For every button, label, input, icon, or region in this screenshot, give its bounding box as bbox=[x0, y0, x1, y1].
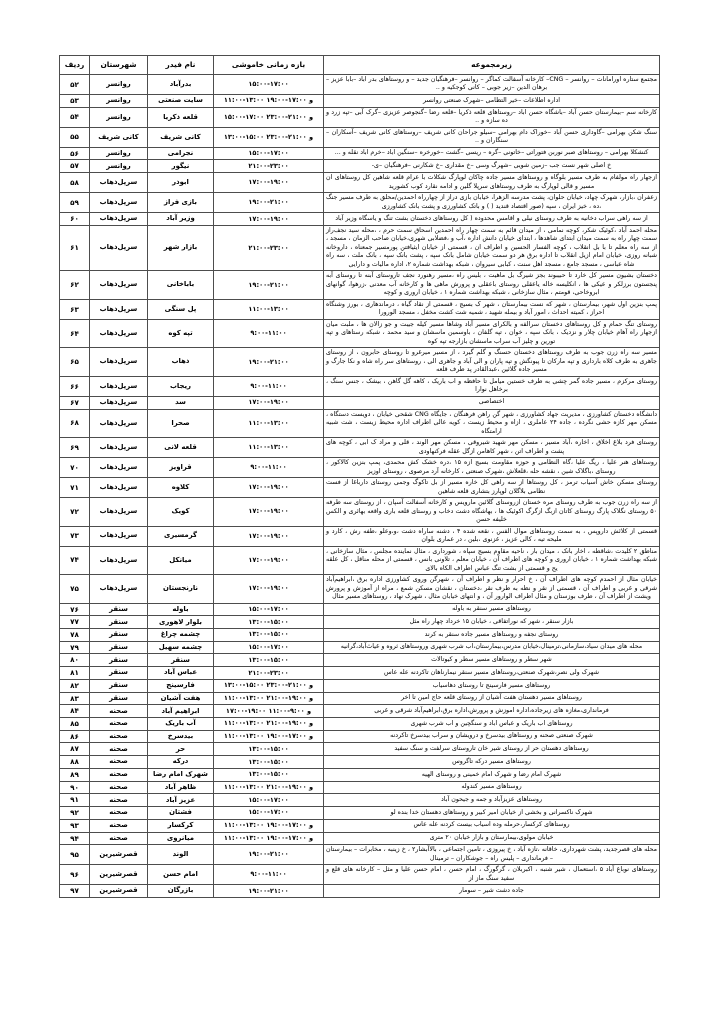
cell-subset: روستاهای عزیزآباد و جمه و جیحون آباد bbox=[324, 794, 660, 807]
cell-time-range: ۱۱:۰۰-۱۳:۰۰ و ۱۷:۰۰-۱۹:۰۰ bbox=[214, 819, 324, 832]
cell-row-no: ۶۵ bbox=[60, 348, 90, 377]
cell-time-range: ۱۳:۰۰-۱۵:۰۰ و ۲۱:۰۰-۲۳:۰۰ bbox=[214, 127, 324, 147]
cell-row-no: ۸۰ bbox=[60, 654, 90, 667]
cell-subset: روستای تنگ حمام و کل روستاهای دخستان سرالفه و بالکرای مسیر آباد وشاها مسیر کیله جیبت و جو زالان ها ، ملبت میان ازجهار راه آهام خیابان چلار و نزدیک ، بانک سپه ، خوان ، تپه گلفان ، باوسمین ماسشان و سید محمد ، شبکه رستاهای و تپه تورین و چلیز آب سراب ماسشان بازارجه تپه کوه bbox=[324, 319, 660, 348]
cell-subset: روستای مرکزم ، مسیر جاده گمر چشی به طرف خستین میامل تا حافظه و اب باریک ، کاهه گل گاهن ، بیشک ، جنس سنگ ، برخاهل نوارا bbox=[324, 376, 660, 396]
cell-subset: روستاهای دهستان حر از روستای شیر خان تاروستای سرلفت و سنگ سفید bbox=[324, 743, 660, 756]
table-row bbox=[60, 865, 660, 885]
cell-feeder: پل سنگی bbox=[148, 299, 214, 319]
cell-row-no: ۵۷ bbox=[60, 160, 90, 173]
cell-feeder: بازی فراز bbox=[148, 193, 214, 213]
table-row bbox=[60, 832, 660, 845]
cell-county: سنقر bbox=[90, 654, 148, 667]
table-row bbox=[60, 147, 660, 160]
cell-county: سرپل‌ذهاب bbox=[90, 319, 148, 348]
cell-subset: شهرک ولی نصر،شهرک صنعتی،روستاهای مسیر سنقر نیمارناهان تاکردنه عله عاس bbox=[324, 667, 660, 680]
table-row bbox=[60, 629, 660, 642]
cell-feeder: بلوار لاهوری bbox=[148, 616, 214, 629]
cell-time-range: ۹:۰۰-۱۱:۰۰ bbox=[214, 319, 324, 348]
cell-feeder: بدرآباد bbox=[148, 74, 214, 94]
cell-feeder: شهرک امام رضا bbox=[148, 768, 214, 781]
cell-row-no: ۸۷ bbox=[60, 743, 90, 756]
table-row bbox=[60, 705, 660, 718]
cell-row-no: ۷۹ bbox=[60, 641, 90, 654]
cell-county: سرپل‌ذهاب bbox=[90, 396, 148, 409]
cell-subset: روستاهای اب باریک و عباس اباد و سنگچین و اب شرب شهری bbox=[324, 718, 660, 731]
table-row bbox=[60, 845, 660, 865]
table-row bbox=[60, 409, 660, 438]
cell-subset: فرمانداری،مغازه های زیرجاده،اداره اموزش و پرورش،اداره برق،ابراهیم‌آباد شرقی و غربی bbox=[324, 705, 660, 718]
cell-county: صحنه bbox=[90, 718, 148, 731]
table-row bbox=[60, 478, 660, 498]
cell-row-no: ۷۲ bbox=[60, 498, 90, 527]
table-row bbox=[60, 458, 660, 478]
cell-subset: روستاهای کرکسار،حرمله وده اسیاب بیست کردنه عله عاس bbox=[324, 819, 660, 832]
cell-time-range: ۱۱:۰۰-۱۳:۰۰ و ۱۹:۰۰-۲۱:۰۰ bbox=[214, 692, 324, 705]
table-row bbox=[60, 94, 660, 107]
cell-subset: شهرک صنعتی صحنه و روستاهای بیدسرخ و درویشان و سراب بیدسرخ تاکردنه bbox=[324, 730, 660, 743]
cell-county: سنقر bbox=[90, 679, 148, 692]
table-header bbox=[60, 56, 660, 75]
cell-subset: از سه راهی سراب دخانیه به طرف روستای نیلی و اقامس محدوده ( کل روستاهای دخستان بشت تنگ و یاسگاه وزیر آباد bbox=[324, 213, 660, 226]
cell-feeder: میانکل bbox=[148, 546, 214, 575]
cell-feeder: قلعه لانی bbox=[148, 438, 214, 458]
table-row bbox=[60, 74, 660, 94]
cell-time-range: ۱۹:۰۰-۲۱:۰۰ bbox=[214, 845, 324, 865]
cell-feeder: هفت آشیان bbox=[148, 692, 214, 705]
cell-subset: پمپ بنزین اول شهر، بیمارستان ، شهر که نست بیمارستان ، شهر ک بسیج ، قسمتی از نقاد گیاه ، درماندهاری ، بورز وشنگاه احراز ، کمیته احداث ، امور آباد و بیمله شهید ، شمیه شت کشت مخفل ، مسجد الورورا bbox=[324, 299, 660, 319]
cell-time-range: ۱۱:۰۰-۱۳:۰۰ و ۱۷:۰۰-۱۹:۰۰ bbox=[214, 832, 324, 845]
cell-row-no: ۸۸ bbox=[60, 756, 90, 769]
table-row bbox=[60, 526, 660, 546]
cell-time-range: ۱۷:۰۰-۱۹:۰۰ bbox=[214, 526, 324, 546]
table-row bbox=[60, 107, 660, 127]
cell-feeder: الوند bbox=[148, 845, 214, 865]
cell-time-range: ۱۵:۰۰-۱۷:۰۰ bbox=[214, 147, 324, 160]
cell-time-range: ۲۱:۰۰-۲۳:۰۰ bbox=[214, 160, 324, 173]
cell-time-range: ۱۱:۰۰-۱۳:۰۰ bbox=[214, 409, 324, 438]
cell-county: قصرشیرین bbox=[90, 885, 148, 898]
cell-time-range: ۱۵:۰۰-۱۷:۰۰ bbox=[214, 74, 324, 94]
cell-feeder: امام حسن bbox=[148, 865, 214, 885]
cell-subset: سنگ شکن بهرامی –گاوداری حسن آباد –خوراک دام بهرامی –سیلو جراحان کانی شریف –روستاهای کانی شریف –آسکاران –سنگاران و .. bbox=[324, 127, 660, 147]
cell-subset: مجتمع ستاره اورامانات – روانسر – CNG– کارخانه آسفالت کماگر – روانسر –فرهنگیان جدید – و روستاهای بدر اباد –بابا عزیز –برهان الدین –زیر جوبی – کانی کوجکیه و .. bbox=[324, 74, 660, 94]
cell-row-no: ۹۰ bbox=[60, 781, 90, 794]
cell-time-range: ۱۳:۰۰-۱۵:۰۰ bbox=[214, 768, 324, 781]
cell-county: صحنه bbox=[90, 768, 148, 781]
cell-time-range: ۱۱:۰۰-۱۳:۰۰ bbox=[214, 299, 324, 319]
table-row bbox=[60, 730, 660, 743]
cell-row-no: ۵۳ bbox=[60, 94, 90, 107]
cell-subset: کنشکلا بهرامی – روستاهای صبر نوربن فتوراتی –خاتونی –گره – ریسی –گشت –خورخره –سنگین اباد –خرم اباد نقله و ... bbox=[324, 147, 660, 160]
cell-feeder: نجرامی bbox=[148, 147, 214, 160]
cell-county: صحنه bbox=[90, 756, 148, 769]
cell-county: صحنه bbox=[90, 705, 148, 718]
cell-time-range: ۱۷:۰۰-۱۹:۰۰ و ۹:۰۰-۱۱:۰۰ bbox=[214, 705, 324, 718]
cell-subset: دخستان بشیون مسیر کل خارد تا حبیبوند بجز شیرگ بل ماهیت ، بلیس راه ،مسیر رهنورد نجف تاروستای آبنه تا روستای آبه پنجستون برزلکر و عیکی ها ، انکلیسه خاله یاعقلی روستای باعقلی و پرورش ماهی ها و کارخانه آب معدنی ،زرهوا، گوانهای ابروخاحی، قومتم ، مثال سازخانی ، شبکه بهداشت شماره ۱ ، خیابان اروری و کوچه bbox=[324, 271, 660, 300]
cell-time-range: ۱۷:۰۰-۱۹:۰۰ bbox=[214, 546, 324, 575]
cell-row-no: ۷۸ bbox=[60, 629, 90, 642]
cell-time-range: ۹:۰۰-۱۱:۰۰ bbox=[214, 376, 324, 396]
cell-county: سرپل‌ذهاب bbox=[90, 213, 148, 226]
cell-time-range: ۱۹:۰۰-۲۱:۰۰ bbox=[214, 348, 324, 377]
table-row bbox=[60, 173, 660, 193]
cell-feeder: حر bbox=[148, 743, 214, 756]
cell-row-no: ۶۹ bbox=[60, 438, 90, 458]
table-row bbox=[60, 807, 660, 820]
column-header-subset: زیرمجموعه bbox=[324, 56, 660, 75]
cell-row-no: ۹۱ bbox=[60, 794, 90, 807]
cell-county: سرپل‌ذهاب bbox=[90, 546, 148, 575]
cell-subset: محله های میدان سیاد،سازمانی،ترمینال،خیابان مدرس،بیمارستان،اب شرب شهری وروستاهای ثروه و غیاث‌آباد،گرانیه bbox=[324, 641, 660, 654]
cell-time-range: ۱۵:۰۰-۱۷:۰۰ bbox=[214, 603, 324, 616]
cell-feeder: کویک bbox=[148, 498, 214, 527]
cell-subset: شهرک امام رضا و شهرک امام خمینی و روستای الهیه bbox=[324, 768, 660, 781]
cell-row-no: ۹۷ bbox=[60, 885, 90, 898]
cell-subset: شهر سطر و روستاهای مسیر سطر و کیوتالات bbox=[324, 654, 660, 667]
cell-row-no: ۶۶ bbox=[60, 376, 90, 396]
cell-county: سرپل‌ذهاب bbox=[90, 409, 148, 438]
cell-time-range: ۱۷:۰۰-۱۹:۰۰ bbox=[214, 478, 324, 498]
cell-row-no: ۸۶ bbox=[60, 730, 90, 743]
column-header-row-no: ردیف bbox=[60, 56, 90, 75]
cell-county: کانی شریف bbox=[90, 127, 148, 147]
cell-time-range: ۱۹:۰۰-۲۱:۰۰ bbox=[214, 271, 324, 300]
cell-subset: کارخانه سم –بیمارستان حسن آباد –باشگاه حسن اباد –روستاهای قلعه ذکریا –قلعه رضا –گنجوصر عزیزی –گرک آبی –تپه زرد و ده سازه و .. bbox=[324, 107, 660, 127]
cell-county: سرپل‌ذهاب bbox=[90, 348, 148, 377]
cell-time-range: ۱۱:۰۰-۱۳:۰۰ و ۱۷:۰۰-۱۹:۰۰ bbox=[214, 730, 324, 743]
cell-time-range: ۱۱:۰۰-۱۳:۰۰ و ۱۹:۰۰-۲۱:۰۰ bbox=[214, 781, 324, 794]
cell-subset: محله های قصرجدید، پشت شهرداری، خاقانه ،تازه آباد ، خ پیروزی ، تامین اجتماعی ، بالاآبشار۲ ، خ زینبه ، مخابرات – بیمارستان – فرمانداری – پلیس راه – جوشکاران – ترمینال bbox=[324, 845, 660, 865]
cell-row-no: ۹۵ bbox=[60, 845, 90, 865]
cell-county: سرپل‌ذهاب bbox=[90, 225, 148, 271]
cell-time-range: ۱۱:۰۰-۱۳:۰۰ و ۱۹:۰۰-۲۱:۰۰ bbox=[214, 718, 324, 731]
cell-feeder: نیگور bbox=[148, 160, 214, 173]
table-row bbox=[60, 193, 660, 213]
table-row bbox=[60, 299, 660, 319]
cell-time-range: ۱۵:۰۰-۱۷:۰۰ bbox=[214, 641, 324, 654]
cell-feeder: وزیر آباد bbox=[148, 213, 214, 226]
cell-time-range: ۱۷:۰۰-۱۹:۰۰ bbox=[214, 213, 324, 226]
table-row bbox=[60, 768, 660, 781]
cell-county: قصرشیرین bbox=[90, 865, 148, 885]
cell-row-no: ۷۰ bbox=[60, 458, 90, 478]
cell-county: سنقر bbox=[90, 692, 148, 705]
cell-subset: شهرک ناکسرانی و بخشی از خیابان امیر کبیر و روستاهای دهستان خدا بنده لو bbox=[324, 807, 660, 820]
table-row bbox=[60, 718, 660, 731]
cell-subset: روستای فرد بلاغ اخلاق ، اخاره ،آباد مسیر ، مسکن مهر شهید شیروقی ، مسکن مهر الوند ، قلی و مراد ک ابی ، کوچه های پشت و اطراف اتن ، شهر کاهامن ازگل عقله فرکنهاودی bbox=[324, 438, 660, 458]
table-row bbox=[60, 498, 660, 527]
cell-feeder: کرکسار bbox=[148, 819, 214, 832]
cell-county: سرپل‌ذهاب bbox=[90, 575, 148, 604]
table-header-row bbox=[60, 56, 660, 75]
table-row bbox=[60, 546, 660, 575]
cell-feeder: ابراهیم آباد bbox=[148, 705, 214, 718]
table-row bbox=[60, 213, 660, 226]
cell-feeder: فارسینج bbox=[148, 679, 214, 692]
table-row bbox=[60, 127, 660, 147]
cell-time-range: ۹:۰۰-۱۱:۰۰ bbox=[214, 865, 324, 885]
cell-time-range: ۱۹:۰۰-۲۱:۰۰ bbox=[214, 193, 324, 213]
cell-county: سنقر bbox=[90, 629, 148, 642]
cell-time-range: ۱۷:۰۰-۱۹:۰۰ bbox=[214, 173, 324, 193]
cell-subset: روستاهای مسیر کندوله bbox=[324, 781, 660, 794]
cell-county: روانسر bbox=[90, 160, 148, 173]
table-row bbox=[60, 319, 660, 348]
cell-subset: مناطق ۲ کلیدت ،شاقطه ، اخار بانک ، میدان بار ، ناحیه مقاوم بسیج سپاه ، شورداری ، مثال نماینده مجلس ، مثال سازخانی ، شبکه بهداشت شماره ۱ ، خیابان اروری و کوچه های اطراف آن ، خیابان معلم ، تلاونی بانس ، قسمتی از محله مناقل ، کل علقه یح و قسمتی از بشت تنگ عباس اطراف الکاه بالای bbox=[324, 546, 660, 575]
column-header-time-range: بازه زمانی خاموشی bbox=[214, 56, 324, 75]
cell-subset: محله احمد آباد ،کوئیک شکر، کوچه نمامی ، از میدان قائم به سمت چهار راه احمدین اسحاق سمت حرم ، ،محله سید نجف‌راز سمت چهار راه به سمت میدان ابتدای شاهدها ، ابتدای خیابان دانش اداره ،آب و ،فضلابی شهری،خیابان صاحب الزمان ، مسجد ، از سه راه معلم تا با بل انقلاب ، کوچه الفسار الحسین و اطراف ان ، قسمتی از خیابان ایثیافتن پورمسیر جمعناه ، داروخانه شبانه روزی، خیابان امام ازیل انقلاب تا اداره برق هر دو سمت خیابان شامل بانک سپه ، پشت بانک سپه ، بانک ملت ، سه راه شاه عباسی ، مسجد جامع ، مسجد اهل سنت ، کبابی سیروان ، شبکه بهداشت شماره ۲، اداره مالیات و دارایی bbox=[324, 225, 660, 271]
cell-time-range: ۱۷:۰۰-۱۹:۰۰ bbox=[214, 498, 324, 527]
cell-county: قصرشیرین bbox=[90, 845, 148, 865]
column-header-county: شهرستان bbox=[90, 56, 148, 75]
table-row bbox=[60, 743, 660, 756]
cell-county: روانسر bbox=[90, 94, 148, 107]
cell-row-no: ۵۸ bbox=[60, 173, 90, 193]
cell-feeder: چشمه چراغ bbox=[148, 629, 214, 642]
cell-subset: روستاهای هنر علیا ، ریگ علیا ،گاه النظامی و حوزه مقاومت بسیج ازه ۱۵ ،دره خشک کش محمدی، پمپ بنزین کالاکور ، روستای ،باگلاک شین ، نقشه حله ،قلعلاش ،شهرک صنعتی ، کارخانه آرد مرصوی ، روستای اوزیز bbox=[324, 458, 660, 478]
cell-feeder: تپه کوه bbox=[148, 319, 214, 348]
cell-time-range: ۱۳:۰۰-۱۵:۰۰ bbox=[214, 743, 324, 756]
cell-feeder: چشمه سهیل bbox=[148, 641, 214, 654]
cell-time-range: ۱۱:۰۰-۱۳:۰۰ bbox=[214, 438, 324, 458]
cell-row-no: ۷۶ bbox=[60, 603, 90, 616]
cell-time-range: ۲۱:۰۰-۲۳:۰۰ bbox=[214, 667, 324, 680]
outage-schedule-table bbox=[59, 55, 660, 898]
cell-subset: قسمتی از کلائش داروپس ، به سمت روستاهای موال الفس ، نقعه شده ۴ ، دشنه ساراه دشت ،و،وعلو ،طفه رش ، کارد و ملیحه تیه ، کالی عزیز ، غزنوی ،بلین ، در عماری بلوان bbox=[324, 526, 660, 546]
cell-county: صحنه bbox=[90, 832, 148, 845]
cell-feeder: بازار شهر bbox=[148, 225, 214, 271]
cell-county: صحنه bbox=[90, 794, 148, 807]
cell-feeder: ظاهر آباد bbox=[148, 781, 214, 794]
cell-subset: روستای مسکن خاش آسیاب ترمز ، کل روستاها از سه راهی کل خاره مسیر از بل تاکوگ وجمی روستای دارباغا از فست نظامی بلاگلان لوپارز بتشاری قلعه شاهین bbox=[324, 478, 660, 498]
cell-time-range: ۱۳:۰۰-۱۵:۰۰ bbox=[214, 616, 324, 629]
table-row bbox=[60, 271, 660, 300]
column-header-feeder: نام فیدر bbox=[148, 56, 214, 75]
cell-time-range: ۲۱:۰۰-۲۳:۰۰ bbox=[214, 225, 324, 271]
cell-county: سنقر bbox=[90, 603, 148, 616]
table-row bbox=[60, 692, 660, 705]
cell-feeder: سایت صنعتی bbox=[148, 94, 214, 107]
cell-time-range: ۱۵:۰۰-۱۷:۰۰ bbox=[214, 794, 324, 807]
cell-county: سرپل‌ذهاب bbox=[90, 173, 148, 193]
cell-county: سرپل‌ذهاب bbox=[90, 498, 148, 527]
table-row bbox=[60, 616, 660, 629]
cell-subset: دانشگاه دخستان کشاورزی ، مدیریت جهاد کشاورزی ، شهر گن راهن فرهنگان ، جایگاه CNG شقحی خیابان ، دویست دستگاه ، مسکن مهر کازه حشی نگرده ، جاده ۲۴ عاملری ، ازاه و محیط زیست ، کویه عالی اطراف اداره محیط زیست ، شت شبیه ارامتگاه bbox=[324, 409, 660, 438]
cell-feeder: نارنجستان bbox=[148, 575, 214, 604]
table-row bbox=[60, 756, 660, 769]
table-row bbox=[60, 396, 660, 409]
cell-feeder: میانروی bbox=[148, 832, 214, 845]
cell-county: صحنه bbox=[90, 730, 148, 743]
cell-feeder: فشتان bbox=[148, 807, 214, 820]
cell-row-no: ۵۵ bbox=[60, 127, 90, 147]
cell-feeder: بیدسرخ bbox=[148, 730, 214, 743]
cell-time-range: ۱۵:۰۰-۱۷:۰۰ و ۲۱:۰۰-۲۳:۰۰ bbox=[214, 107, 324, 127]
cell-county: سنقر bbox=[90, 641, 148, 654]
cell-row-no: ۶۳ bbox=[60, 299, 90, 319]
cell-county: روانسر bbox=[90, 74, 148, 94]
cell-row-no: ۷۴ bbox=[60, 546, 90, 575]
cell-county: سنقر bbox=[90, 667, 148, 680]
cell-row-no: ۵۲ bbox=[60, 74, 90, 94]
cell-subset: روستاهای مسیر دهستان هفت آشیان از روستای قلعه حاج امین تا اخر bbox=[324, 692, 660, 705]
cell-row-no: ۷۳ bbox=[60, 526, 90, 546]
cell-feeder: کلاوه bbox=[148, 478, 214, 498]
cell-feeder: آب باریک bbox=[148, 718, 214, 731]
cell-feeder: کانی شریف bbox=[148, 127, 214, 147]
cell-row-no: ۹۲ bbox=[60, 807, 90, 820]
table-row bbox=[60, 575, 660, 604]
cell-feeder: ریجاب bbox=[148, 376, 214, 396]
cell-row-no: ۸۳ bbox=[60, 692, 90, 705]
cell-feeder: سنقر bbox=[148, 654, 214, 667]
cell-feeder: قراویز bbox=[148, 458, 214, 478]
cell-subset: بازار سنقر ، شهر که نوراتفاقی ، خیابان ۱۵ خرداد چهار راه مثل bbox=[324, 616, 660, 629]
cell-county: روانسر bbox=[90, 107, 148, 127]
cell-time-range: ۹:۰۰-۱۱:۰۰ bbox=[214, 458, 324, 478]
table-row bbox=[60, 603, 660, 616]
table-row bbox=[60, 438, 660, 458]
cell-feeder: گرمسیری bbox=[148, 526, 214, 546]
cell-row-no: ۷۵ bbox=[60, 575, 90, 604]
cell-subset: زعفران ،بازار، شهرک چهاد، خیابان حلوان، پشت مدرسه الزهرا، خیابان بازی دراز از چهارراه احمدین/محلق به طرف مسیر جنگ ،ده ، خیز ایران ، سپه (صور اقتصاد قندید ( ) و باتک کشاورزی و پشت بانک کشاورزی bbox=[324, 193, 660, 213]
cell-time-range: ۱۳:۰۰-۱۵:۰۰ و ۲۱:۰۰-۲۳:۰۰ bbox=[214, 679, 324, 692]
cell-subset: روستاهای مسیر درکه تاگروس bbox=[324, 756, 660, 769]
cell-row-no: ۶۰ bbox=[60, 213, 90, 226]
cell-row-no: ۵۹ bbox=[60, 193, 90, 213]
cell-county: صحنه bbox=[90, 819, 148, 832]
cell-county: سرپل‌ذهاب bbox=[90, 376, 148, 396]
cell-county: سرپل‌ذهاب bbox=[90, 271, 148, 300]
cell-county: صحنه bbox=[90, 743, 148, 756]
cell-feeder: ذهاب bbox=[148, 348, 214, 377]
table-row bbox=[60, 376, 660, 396]
table-row bbox=[60, 819, 660, 832]
cell-time-range: ۱۳:۰۰-۱۵:۰۰ bbox=[214, 654, 324, 667]
cell-county: سرپل‌ذهاب bbox=[90, 526, 148, 546]
cell-subset: از سه راه زرن جوب به طرف روستای مره خستان ازروستای گلائین مارویس و کارخانه آسفالت آسپان ، از روستای سه طرفه ۵۰ روستای نگلاک پارگ روستای کاتان ازبگ ازگرگ اکوئیک ها ، بهاشگاه دشت دخاب و روستای قلعه باری واقعه بهائری و الکس خلیفه حسن bbox=[324, 498, 660, 527]
cell-county: سرپل‌ذهاب bbox=[90, 193, 148, 213]
cell-row-no: ۶۸ bbox=[60, 409, 90, 438]
cell-row-no: ۸۹ bbox=[60, 768, 90, 781]
cell-subset: اداره اطلاعات –خیر التظامی –شهرک صنعتی روانسر bbox=[324, 94, 660, 107]
cell-feeder: باوله bbox=[148, 603, 214, 616]
cell-feeder: باباخانی bbox=[148, 271, 214, 300]
cell-row-no: ۶۷ bbox=[60, 396, 90, 409]
table-row bbox=[60, 794, 660, 807]
cell-row-no: ۸۲ bbox=[60, 679, 90, 692]
cell-subset: روستای نجفه و روستاهای مسیر جاده سنقر به کرند bbox=[324, 629, 660, 642]
cell-county: سنقر bbox=[90, 616, 148, 629]
cell-row-no: ۹۳ bbox=[60, 819, 90, 832]
table-row bbox=[60, 160, 660, 173]
cell-feeder: قلعه ذکریا bbox=[148, 107, 214, 127]
cell-county: صحنه bbox=[90, 807, 148, 820]
cell-subset: جاده دشت شیر – سومار bbox=[324, 885, 660, 898]
cell-feeder: بازرگان bbox=[148, 885, 214, 898]
table-row bbox=[60, 781, 660, 794]
cell-row-no: ۵۴ bbox=[60, 107, 90, 127]
cell-time-range: ۱۳:۰۰-۱۵:۰۰ bbox=[214, 756, 324, 769]
table-row bbox=[60, 679, 660, 692]
table-row bbox=[60, 885, 660, 898]
cell-row-no: ۵۶ bbox=[60, 147, 90, 160]
cell-row-no: ۸۱ bbox=[60, 667, 90, 680]
cell-feeder: عباس آباد bbox=[148, 667, 214, 680]
cell-row-no: ۸۴ bbox=[60, 705, 90, 718]
cell-row-no: ۷۱ bbox=[60, 478, 90, 498]
table-row bbox=[60, 667, 660, 680]
cell-feeder: درکه bbox=[148, 756, 214, 769]
cell-time-range: ۱۵:۰۰-۱۷:۰۰ bbox=[214, 807, 324, 820]
cell-row-no: ۶۱ bbox=[60, 225, 90, 271]
cell-row-no: ۹۶ bbox=[60, 865, 90, 885]
cell-row-no: ۷۷ bbox=[60, 616, 90, 629]
cell-county: سرپل‌ذهاب bbox=[90, 438, 148, 458]
cell-row-no: ۶۴ bbox=[60, 319, 90, 348]
cell-county: سرپل‌ذهاب bbox=[90, 478, 148, 498]
cell-row-no: ۸۵ bbox=[60, 718, 90, 731]
table-row bbox=[60, 654, 660, 667]
cell-county: سرپل‌ذهاب bbox=[90, 458, 148, 478]
cell-subset: روستاهای مسیر فارسینج تا روستای دهاسیاب bbox=[324, 679, 660, 692]
cell-subset: خیابان مولوی،بیمارستان و بازار خیابان ۲۰ متری bbox=[324, 832, 660, 845]
cell-time-range: ۱۳:۰۰-۱۵:۰۰ bbox=[214, 629, 324, 642]
cell-feeder: سد bbox=[148, 396, 214, 409]
cell-subset: اختصاصی bbox=[324, 396, 660, 409]
cell-feeder: ابوذر bbox=[148, 173, 214, 193]
cell-time-range: ۱۷:۰۰-۱۹:۰۰ bbox=[214, 396, 324, 409]
cell-time-range: ۱۷:۰۰-۱۹:۰۰ bbox=[214, 575, 324, 604]
cell-subset: خ اصلی شهر نست جب –زمین شویی –شهرگ وسی –خ مقداری –خ شکارنی –فرهنگیان –ی- bbox=[324, 160, 660, 173]
table-row bbox=[60, 225, 660, 271]
table-row bbox=[60, 641, 660, 654]
cell-feeder: عزیز آباد bbox=[148, 794, 214, 807]
table-body bbox=[60, 74, 660, 897]
cell-county: صحنه bbox=[90, 781, 148, 794]
cell-row-no: ۹۴ bbox=[60, 832, 90, 845]
cell-feeder: صحرا bbox=[148, 409, 214, 438]
cell-county: سرپل‌ذهاب bbox=[90, 299, 148, 319]
cell-time-range: ۱۱:۰۰-۱۳:۰۰ و ۱۷:۰۰-۱۹:۰۰ bbox=[214, 94, 324, 107]
cell-time-range: ۱۹:۰۰-۲۱:۰۰ bbox=[214, 885, 324, 898]
cell-row-no: ۶۲ bbox=[60, 271, 90, 300]
cell-subset: خیابان مثال از احمدم کوچه های اطراف آن ، خ احرار و نظر و اطراف آن ، شهرگن وروی کشاورزی اداره برق ،ابراهیم‌آباد شرقی و غربی و اطراف آن ، قسمتی از نقر و نظه به طرف نقر ،دخستان ، نقشان مسکن شمع ، مراه از آموزش و پرورش ویشت از اطراف آن ، طرف بوزستان و مثال اطراف الوارور آن ، و انتهای خیابان مثال ، شهرک نهاد ، روستاهای مسیر مثال bbox=[324, 575, 660, 604]
cell-subset: ازجهار راه مولفام به طرف مسیر بلوگاه و روستاهای مسیر جاده چاکان لوپارگ شکلات با عرام قلعه شاهین کل روستاهای ان مسیر و قالی لوپارگ به طرف روستاهای سرپلا گلین و ادامه نقارد کوب کشورید bbox=[324, 173, 660, 193]
cell-subset: روستاهای مسیر سنقر به باوله bbox=[324, 603, 660, 616]
cell-subset: روستاهای نوباغ آباد ۵ ،استعمال ، شیر شنبه ، اکبربلان ، گرگورگ ، امام حسن ، امام حسن علیا و مثل – کارخانه های قلع و سفید سنگ ماز از bbox=[324, 865, 660, 885]
cell-subset: مسیر سه راه زرن جوب به طرف روستاهای دخستان حسنگ و گلم گیرد ، از مسیر میرغرو تا روستای حابرون ، از روستای جاهری به طرف کلاه بارداری و تپه مارکان تا پیونگش و تپه پاران و الی آباد و جاهری الی ، روستاهای سر راه شاه و نکا جارگ و مسیر جاده گلائین ،عبدالقادر پد طرف قلعه bbox=[324, 348, 660, 377]
table-row bbox=[60, 348, 660, 377]
cell-county: روانسر bbox=[90, 147, 148, 160]
